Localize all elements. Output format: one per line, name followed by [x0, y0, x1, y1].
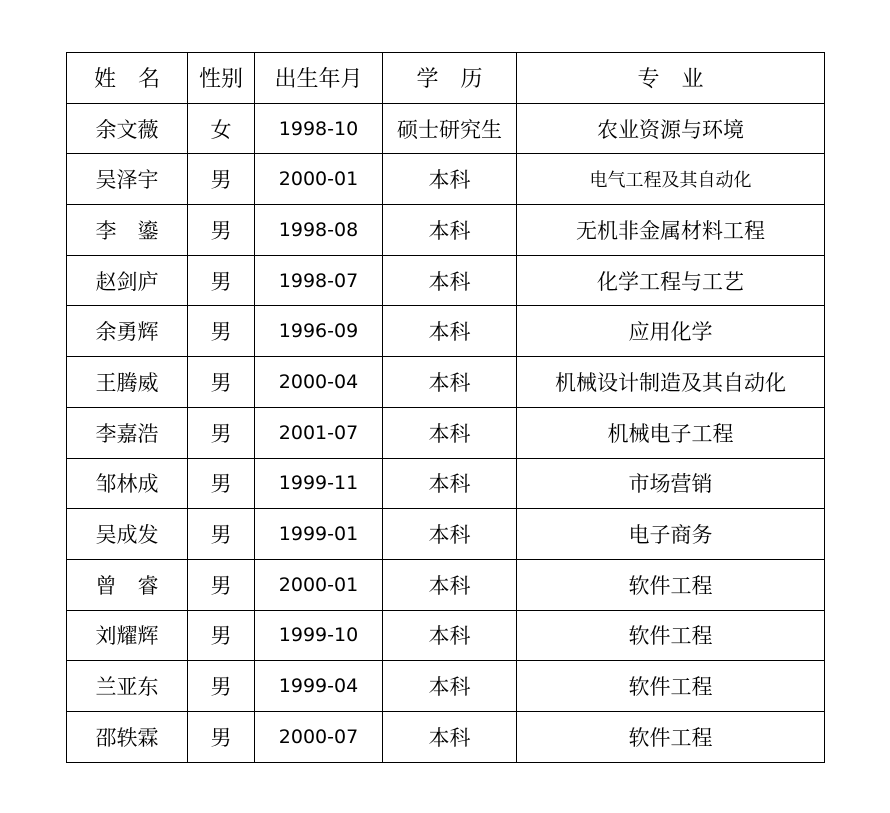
cell-education: 本科: [383, 407, 517, 458]
cell-education: 本科: [383, 458, 517, 509]
table-header: [67, 53, 825, 104]
cell-name: 李嘉浩: [67, 407, 188, 458]
table-body: [67, 103, 825, 762]
cell-name: 曾 睿: [67, 559, 188, 610]
table-row: [67, 458, 825, 509]
cell-education: 本科: [383, 154, 517, 205]
cell-education: 本科: [383, 357, 517, 408]
cell-birth: 1999-04: [255, 661, 383, 712]
table-row: [67, 711, 825, 762]
cell-gender: 男: [188, 306, 255, 357]
cell-birth: 2000-07: [255, 711, 383, 762]
cell-name: 兰亚东: [67, 661, 188, 712]
header-row: [67, 53, 825, 104]
cell-major: 软件工程: [517, 559, 825, 610]
cell-gender: 男: [188, 610, 255, 661]
cell-major: 机械设计制造及其自动化: [517, 357, 825, 408]
cell-birth: 1998-10: [255, 103, 383, 154]
cell-name: 邹林成: [67, 458, 188, 509]
cell-birth: 1998-07: [255, 255, 383, 306]
cell-birth: 1998-08: [255, 205, 383, 256]
cell-gender: 男: [188, 154, 255, 205]
cell-name: 余文薇: [67, 103, 188, 154]
cell-birth: 2000-01: [255, 154, 383, 205]
cell-major: 市场营销: [517, 458, 825, 509]
cell-gender: 男: [188, 661, 255, 712]
table-row: [67, 559, 825, 610]
table-row: [67, 306, 825, 357]
cell-education: 本科: [383, 610, 517, 661]
cell-education: 硕士研究生: [383, 103, 517, 154]
cell-name: 王腾威: [67, 357, 188, 408]
cell-name: 吴泽宇: [67, 154, 188, 205]
table-row: [67, 509, 825, 560]
cell-name: 吴成发: [67, 509, 188, 560]
cell-name: 刘耀辉: [67, 610, 188, 661]
cell-education: 本科: [383, 661, 517, 712]
table-row: [67, 255, 825, 306]
cell-gender: 女: [188, 103, 255, 154]
cell-education: 本科: [383, 509, 517, 560]
cell-gender: 男: [188, 357, 255, 408]
cell-major: 农业资源与环境: [517, 103, 825, 154]
cell-education: 本科: [383, 306, 517, 357]
table-row: [67, 154, 825, 205]
header-education: 学 历: [383, 53, 517, 104]
cell-education: 本科: [383, 205, 517, 256]
cell-birth: 1999-01: [255, 509, 383, 560]
cell-birth: 1996-09: [255, 306, 383, 357]
cell-name: 赵剑庐: [67, 255, 188, 306]
table-row: [67, 407, 825, 458]
cell-major: 无机非金属材料工程: [517, 205, 825, 256]
table-row: [67, 357, 825, 408]
header-birth: 出生年月: [255, 53, 383, 104]
cell-gender: 男: [188, 205, 255, 256]
cell-gender: 男: [188, 559, 255, 610]
cell-major: 机械电子工程: [517, 407, 825, 458]
cell-major: 软件工程: [517, 661, 825, 712]
table-row: [67, 661, 825, 712]
cell-birth: 1999-11: [255, 458, 383, 509]
cell-birth: 2000-01: [255, 559, 383, 610]
cell-major: 电气工程及其自动化: [517, 154, 825, 205]
header-major: 专 业: [517, 53, 825, 104]
cell-major: 应用化学: [517, 306, 825, 357]
header-name: 姓 名: [67, 53, 188, 104]
cell-birth: 1999-10: [255, 610, 383, 661]
cell-major: 软件工程: [517, 711, 825, 762]
cell-major: 软件工程: [517, 610, 825, 661]
table-row: [67, 103, 825, 154]
cell-name: 李 鎏: [67, 205, 188, 256]
cell-education: 本科: [383, 255, 517, 306]
cell-major: 化学工程与工艺: [517, 255, 825, 306]
cell-birth: 2001-07: [255, 407, 383, 458]
cell-gender: 男: [188, 711, 255, 762]
cell-name: 邵轶霖: [67, 711, 188, 762]
table-row: [67, 610, 825, 661]
roster-table: [66, 52, 825, 763]
cell-name: 余勇辉: [67, 306, 188, 357]
cell-gender: 男: [188, 509, 255, 560]
cell-major: 电子商务: [517, 509, 825, 560]
table-row: [67, 205, 825, 256]
header-gender: 性别: [188, 53, 255, 104]
cell-gender: 男: [188, 458, 255, 509]
cell-birth: 2000-04: [255, 357, 383, 408]
cell-education: 本科: [383, 559, 517, 610]
cell-gender: 男: [188, 255, 255, 306]
cell-gender: 男: [188, 407, 255, 458]
cell-education: 本科: [383, 711, 517, 762]
